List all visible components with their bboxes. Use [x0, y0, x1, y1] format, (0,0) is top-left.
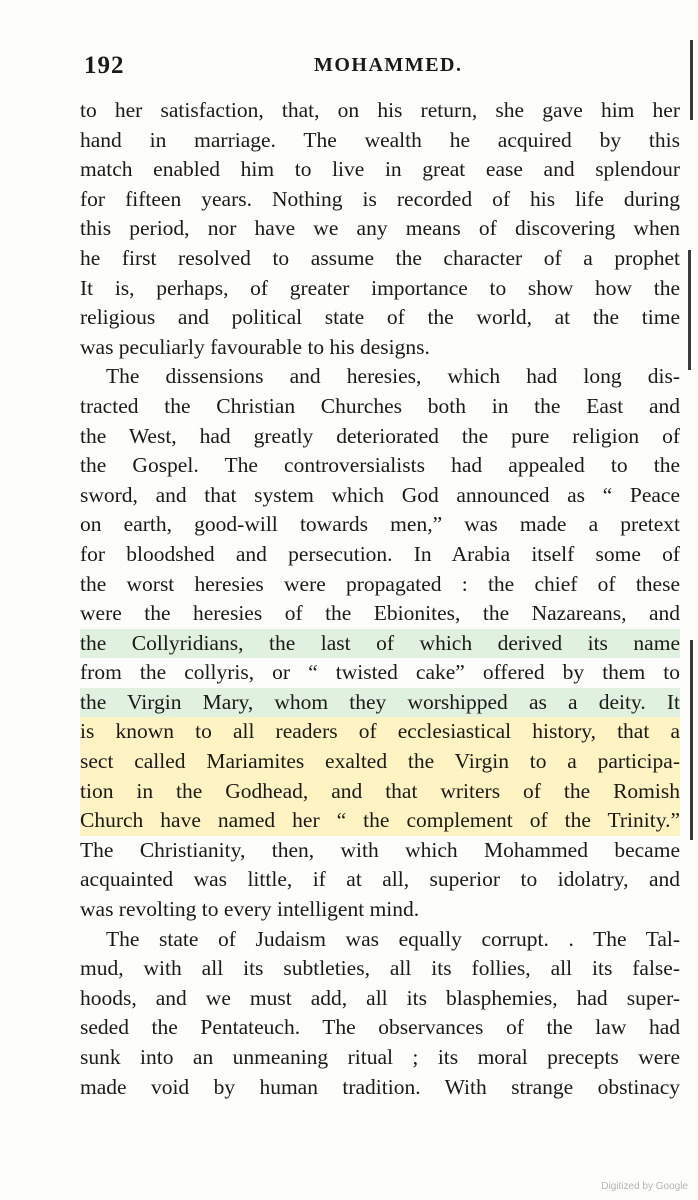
text-line: sword, and that system which God announced as “ Peace	[80, 482, 680, 507]
text-line: hoods, and we must add, all its blasphemies, had super-	[80, 985, 680, 1010]
highlighted-line: Church have named her “ the complement of the Trinity.”	[80, 806, 680, 836]
text-line: the West, had greatly deteriorated the pure religion of	[80, 423, 680, 448]
page-header	[84, 52, 644, 84]
highlighted-line: the Collyridians, the last of which derived its name	[80, 629, 680, 659]
text-line: The state of Judaism was equally corrupt. . The Tal-	[106, 926, 680, 951]
highlighted-line: sect called Mariamites exalted the Virgin to a participa-	[80, 747, 680, 777]
page-number: 192	[84, 52, 125, 79]
highlighted-line: tion in the Godhead, and that writers of the Romish	[80, 777, 680, 807]
text-line: were the heresies of the Ebionites, the Nazareans, and	[80, 601, 680, 626]
text-line: made void by human tradition. With strange obstinacy	[80, 1074, 680, 1099]
text-line: from the collyris, or “ twisted cake” offered by them to	[80, 660, 680, 685]
text-line: hand in marriage. The wealth he acquired by this	[80, 127, 680, 152]
text-line: was peculiarly favourable to his designs.	[80, 334, 430, 359]
running-title: MOHAMMED.	[314, 54, 463, 76]
text-line: on earth, good-will towards men,” was made a pretext	[80, 512, 680, 537]
text-line: the Gospel. The controversialists had appealed to the	[80, 453, 680, 478]
text-line: was revolting to every intelligent mind.	[80, 897, 420, 922]
text-line: The Christianity, then, with which Mohammed became	[80, 837, 680, 862]
text-line: sunk into an unmeaning ritual ; its moral precepts were	[80, 1045, 680, 1069]
text-line: match enabled him to live in great ease and splendour	[80, 157, 680, 182]
text-line: he first resolved to assume the character of a prophet	[80, 245, 680, 270]
page-edge-mark	[690, 40, 693, 120]
text-line: The dissensions and heresies, which had long dis-	[106, 364, 680, 389]
page-edge-mark	[690, 640, 693, 840]
text-line: acquainted was little, if at all, superior to idolatry, and	[80, 867, 680, 892]
text-line: this period, nor have we any means of discovering when	[80, 216, 680, 241]
text-line: religious and political state of the world, at the time	[80, 305, 680, 330]
body-text	[80, 96, 680, 1102]
text-line: It is, perhaps, of greater importance to show how the	[80, 275, 680, 300]
text-line: the worst heresies were propagated : the chief of these	[80, 571, 680, 596]
digitization-watermark: Digitized by Google	[601, 1181, 688, 1192]
highlighted-line: is known to all readers of ecclesiastical history, that a	[80, 717, 680, 747]
text-line: seded the Pentateuch. The observances of the law had	[80, 1015, 680, 1040]
text-line: mud, with all its subtleties, all its follies, all its false-	[80, 956, 680, 981]
highlighted-line: the Virgin Mary, whom they worshipped as a deity. It	[80, 688, 680, 718]
text-line: for fifteen years. Nothing is recorded of his life during	[80, 186, 680, 211]
page-edge-mark	[688, 250, 691, 370]
text-line: to her satisfaction, that, on his return, she gave him her	[80, 98, 680, 122]
text-line: for bloodshed and persecution. In Arabia itself some of	[80, 541, 680, 566]
text-line: tracted the Christian Churches both in the East and	[80, 393, 680, 418]
